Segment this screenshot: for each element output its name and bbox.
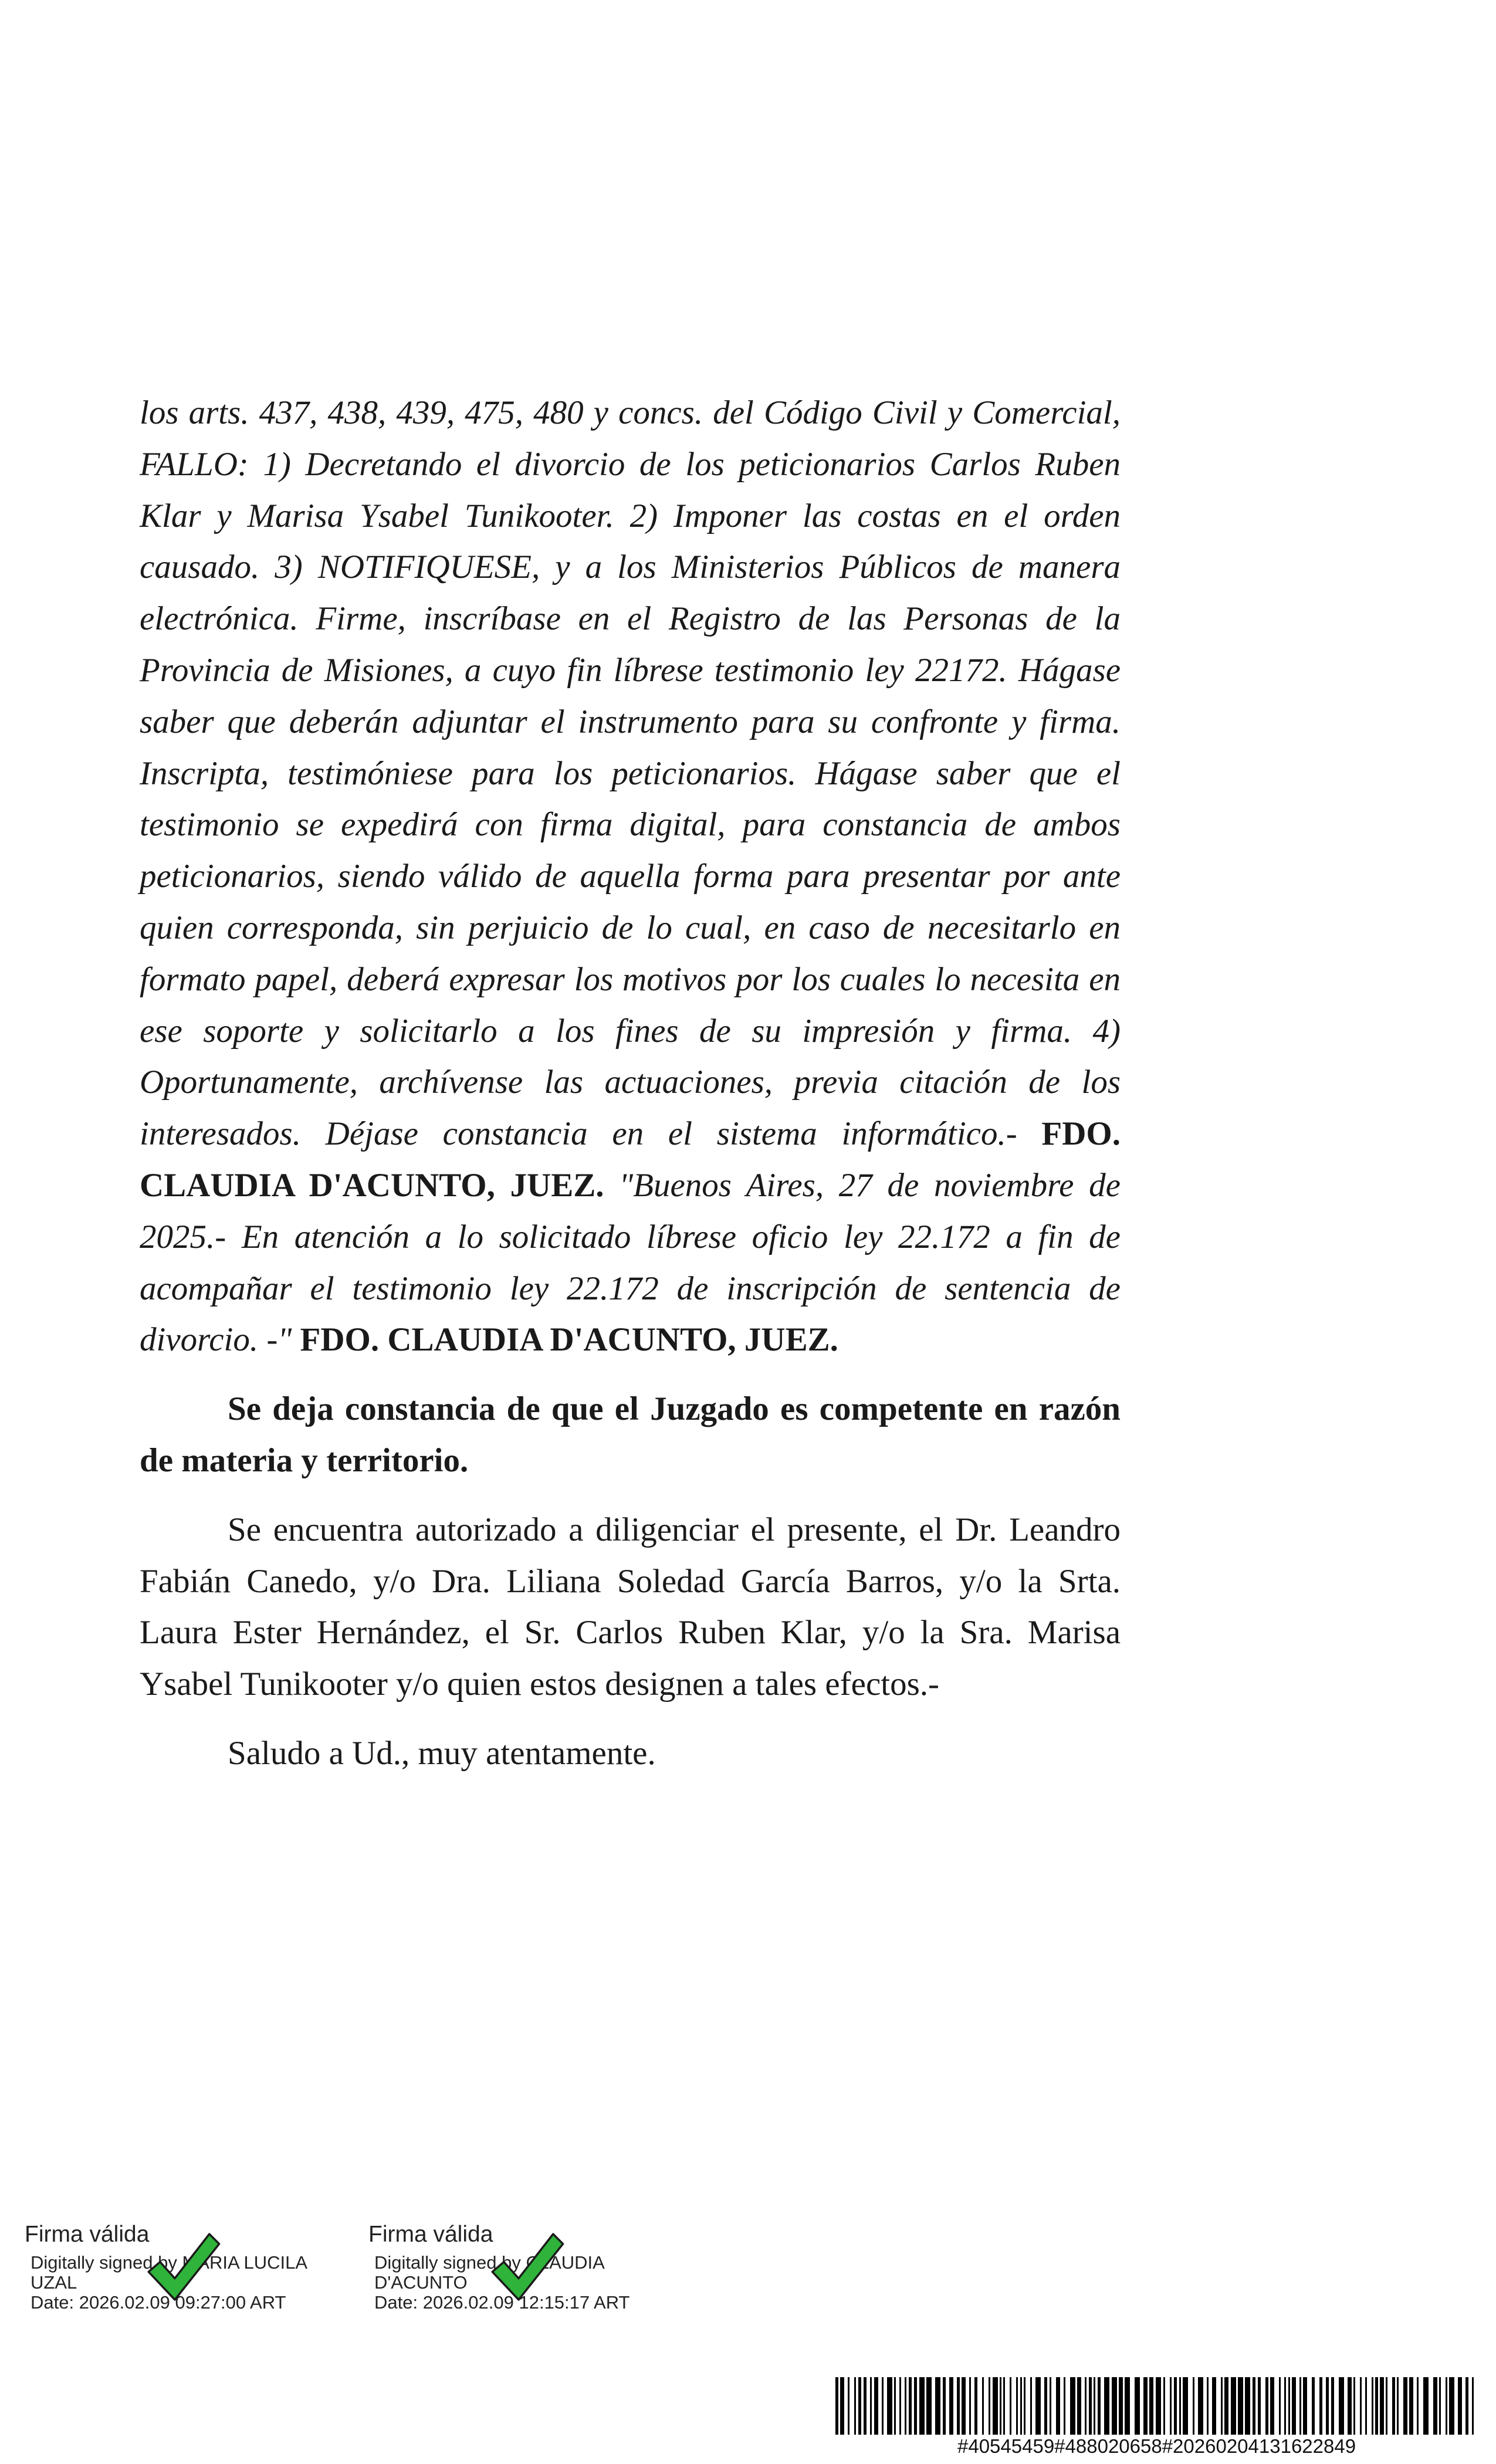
- barcode-bar: [974, 2377, 977, 2435]
- signed-by-line: Digitally signed by MARIA LUCILA: [31, 2252, 308, 2273]
- barcode-bar: [874, 2377, 878, 2435]
- barcode-bar: [957, 2377, 960, 2435]
- barcode-bar: [1472, 2377, 1474, 2435]
- signature-valid-title: Firma válida: [368, 2222, 493, 2247]
- closing-line: Saludo a Ud., muy atentamente.: [228, 1734, 656, 1772]
- barcode-bar: [854, 2377, 856, 2435]
- barcode-bar: [1380, 2377, 1384, 2435]
- digital-signature-1: [25, 2220, 307, 2313]
- barcode-bar: [989, 2377, 990, 2435]
- barcode-bar: [1003, 2377, 1005, 2435]
- barcode-bar: [1135, 2377, 1140, 2435]
- barcode-bar: [858, 2377, 861, 2435]
- barcode-bar: [1433, 2377, 1437, 2435]
- barcode-bar: [949, 2377, 953, 2435]
- checkmark-icon: [486, 2226, 568, 2308]
- barcode-bar: [914, 2377, 917, 2435]
- barcode-bar: [1050, 2377, 1051, 2435]
- barcode-bar: [1016, 2377, 1018, 2435]
- barcode-bar: [1174, 2377, 1177, 2435]
- barcode-bar: [909, 2377, 912, 2435]
- signature-valid-title: Firma válida: [25, 2222, 150, 2247]
- barcode-bar: [1312, 2377, 1315, 2435]
- barcode-bar: [1064, 2377, 1065, 2435]
- barcode-bar: [1179, 2377, 1181, 2435]
- barcode-bar: [1365, 2377, 1367, 2435]
- barcode-bar: [1030, 2377, 1032, 2435]
- barcode-bar: [1010, 2377, 1011, 2435]
- barcode-bar: [1372, 2377, 1373, 2435]
- barcode-bar: [1449, 2377, 1454, 2435]
- barcode-bar: [1392, 2377, 1395, 2435]
- barcode-bar: [1193, 2377, 1194, 2435]
- barcode-bar: [899, 2377, 901, 2435]
- ruling-text-2: "Buenos Aires, 27 de noviembre de 2025.- En atención a lo solicitado líbrese oficio ley 22.172 a fin de acompañar el testimonio ley 22.172 de inscripción de sentencia de divorcio. -": [140, 1166, 1121, 1359]
- barcode-bar: [835, 2377, 838, 2435]
- barcode-bar: [894, 2377, 896, 2435]
- barcode-bar: [1143, 2377, 1148, 2435]
- barcode-bar: [1458, 2377, 1462, 2435]
- barcode-bar: [926, 2377, 932, 2435]
- barcode-bar: [848, 2377, 849, 2435]
- judge-signature-1: FDO. CLAUDIA D'ACUNTO, JUEZ.: [140, 1115, 1121, 1204]
- barcode-bar: [982, 2377, 984, 2435]
- barcode: [835, 2377, 1475, 2435]
- barcode-bar: [1163, 2377, 1165, 2435]
- barcode-bar: [993, 2377, 998, 2435]
- barcode-bar: [1056, 2377, 1060, 2435]
- signature-date: Date: 2026.02.09 12:15:17 ART: [374, 2292, 630, 2313]
- barcode-bar: [1375, 2377, 1378, 2435]
- document-body: [140, 387, 1121, 1779]
- barcode-bar: [1339, 2377, 1344, 2435]
- barcode-bar: [1119, 2377, 1123, 2435]
- barcode-bar: [1409, 2377, 1413, 2435]
- checkmark-icon: [142, 2226, 224, 2308]
- signed-by-line-2: D'ACUNTO: [374, 2272, 468, 2293]
- barcode-bar: [962, 2377, 966, 2435]
- barcode-bar: [1258, 2377, 1261, 2435]
- barcode-bar: [1265, 2377, 1268, 2435]
- barcode-bar: [1319, 2377, 1322, 2435]
- barcode-bar: [1149, 2377, 1153, 2435]
- barcode-bar: [1397, 2377, 1399, 2435]
- digital-signature-2: [368, 2220, 629, 2313]
- barcode-bar: [870, 2377, 872, 2435]
- signature-date: Date: 2026.02.09 09:27:00 ART: [31, 2292, 286, 2313]
- barcode-bar: [905, 2377, 906, 2435]
- barcode-bar: [1253, 2377, 1255, 2435]
- barcode-number: #40545459#488020658#20260204131622849: [957, 2435, 1356, 2457]
- barcode-bar: [1221, 2377, 1223, 2435]
- barcode-bar: [1284, 2377, 1286, 2435]
- barcode-bar: [1270, 2377, 1274, 2435]
- barcode-bar: [1224, 2377, 1228, 2435]
- ruling-text-1: los arts. 437, 438, 439, 475, 480 y concs. del Código Civil y Comercial, FALLO: 1) Decretando el divorcio de los peticionarios Carlos Ruben Klar y Marisa Ysabel Tunikooter. 2) Imponer las costas en el orden causado. 3) NOTIFIQUESE, y a los Ministerios Públicos de manera electrónica. Firme, inscríbase en el Registro de las Personas de la Provincia de Misiones, a cuyo fin líbrese testimonio ley 22172. Hágase saber que deberán adjuntar el instrumento para su confronte y firma. Inscripta, testimóniese para los peticionarios. Hágase saber que el testimonio se expedirá con firma digital, para constancia de ambos peticionarios, siendo válido de aquella forma para presentar por ante quien corresponda, sin perjuicio de lo cual, en caso de necesitarlo en formato papel, deberá expresar los motivos por los cuales lo necesita en ese soporte y solicitarlo a los fines de su impresión y firma. 4) Oportunamente, archívense las actuaciones, previa citación de los interesados. Déjase constancia en el sistema informático.-: [140, 394, 1121, 1153]
- barcode-bar: [1439, 2377, 1441, 2435]
- barcode-bar: [1125, 2377, 1130, 2435]
- barcode-bar: [1288, 2377, 1290, 2435]
- barcode-bar: [1446, 2377, 1447, 2435]
- judge-signature-2: FDO. CLAUDIA D'ACUNTO, JUEZ.: [300, 1321, 838, 1359]
- barcode-bar: [1423, 2377, 1429, 2435]
- barcode-bar: [1089, 2377, 1092, 2435]
- barcode-bar: [935, 2377, 940, 2435]
- barcode-bar: [1183, 2377, 1188, 2435]
- barcode-bar: [1094, 2377, 1095, 2435]
- barcode-bar: [864, 2377, 867, 2435]
- barcode-bar: [1156, 2377, 1161, 2435]
- barcode-bar: [1403, 2377, 1407, 2435]
- barcode-bar: [1245, 2377, 1250, 2435]
- barcode-bar: [840, 2377, 844, 2435]
- barcode-bar: [1044, 2377, 1047, 2435]
- barcode-bar: [943, 2377, 946, 2435]
- barcode-bar: [1098, 2377, 1101, 2435]
- barcode-bar: [1303, 2377, 1307, 2435]
- barcode-bar: [1326, 2377, 1329, 2435]
- barcode-bar: [1231, 2377, 1236, 2435]
- ruling-paragraph: [140, 387, 1121, 1366]
- signed-by-line: Digitally signed by CLAUDIA: [374, 2252, 605, 2273]
- barcode-bar: [1170, 2377, 1172, 2435]
- barcode-bar: [1331, 2377, 1334, 2435]
- barcode-bar: [969, 2377, 971, 2435]
- barcode-bar: [1207, 2377, 1209, 2435]
- barcode-bar: [1348, 2377, 1352, 2435]
- barcode-bar: [1353, 2377, 1355, 2435]
- barcode-bar: [1070, 2377, 1075, 2435]
- barcode-bar: [1077, 2377, 1081, 2435]
- barcode-bar: [887, 2377, 892, 2435]
- barcode-bar: [1212, 2377, 1216, 2435]
- barcode-bar: [1386, 2377, 1387, 2435]
- barcode-bar: [1465, 2377, 1468, 2435]
- barcode-bar: [1417, 2377, 1419, 2435]
- competence-note: Se deja constancia de que el Juzgado es competente en razón de materia y territorio.: [140, 1390, 1121, 1479]
- barcode-bar: [1112, 2377, 1117, 2435]
- barcode-bar: [1035, 2377, 1041, 2435]
- barcode-bar: [1085, 2377, 1087, 2435]
- barcode-bar: [1020, 2377, 1022, 2435]
- barcode-bar: [1024, 2377, 1025, 2435]
- barcode-bar: [1360, 2377, 1362, 2435]
- authorized-paragraph: Se encuentra autorizado a diligenciar el presente, el Dr. Leandro Fabián Canedo, y/o Dra. Liliana Soledad García Barros, y/o la Srta. Laura Ester Hernández, el Sr. Carlos Ruben Klar, y/o la Sra. Marisa Ysabel Tunikooter y/o quien estos designen a tales efectos.-: [140, 1511, 1121, 1703]
- barcode-bar: [1104, 2377, 1109, 2435]
- barcode-bar: [1238, 2377, 1243, 2435]
- barcode-bar: [1299, 2377, 1301, 2435]
- barcode-bar: [1292, 2377, 1296, 2435]
- barcode-bar: [1198, 2377, 1203, 2435]
- barcode-bar: [1279, 2377, 1281, 2435]
- barcode-bar: [1000, 2377, 1001, 2435]
- barcode-bar: [882, 2377, 884, 2435]
- signed-by-line-2: UZAL: [31, 2272, 77, 2293]
- barcode-bar: [919, 2377, 925, 2435]
